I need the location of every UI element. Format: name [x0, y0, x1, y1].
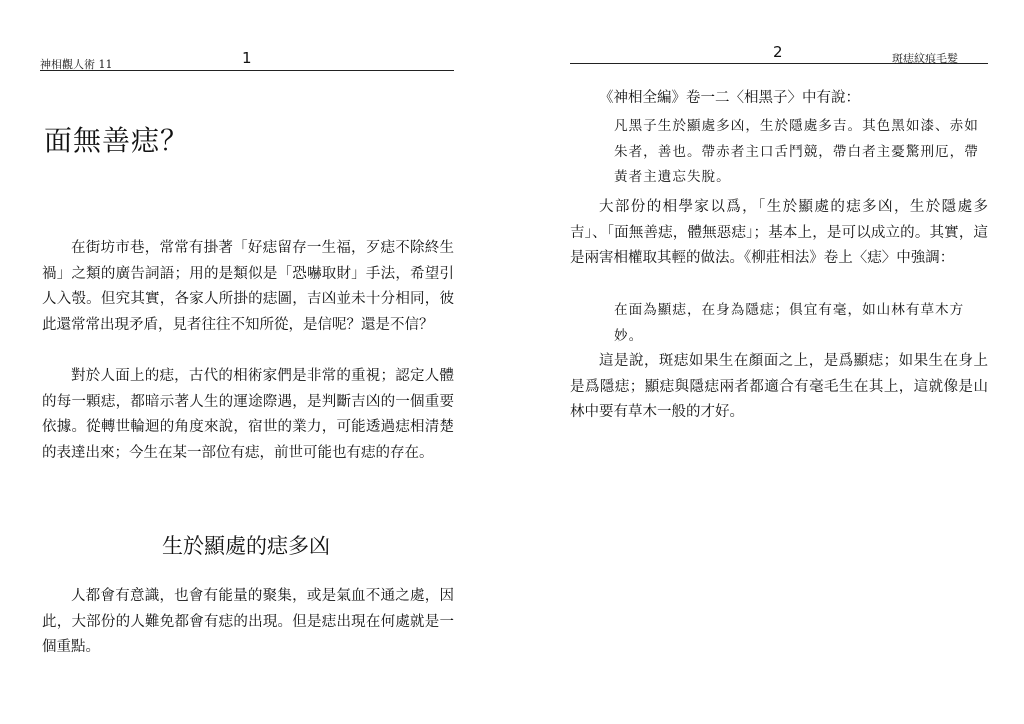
quote-block-2: 在面為顯痣，在身為隱痣；俱宜有毫，如山林有草木方妙。 — [614, 302, 965, 344]
quote-block-1: 凡黑子生於顯處多凶，生於隱處多吉。其色黑如漆、赤如朱者，善也。帶赤者主口舌鬥競，帶白者主憂驚刑厄，帶黃者主遺忘失脫。 — [614, 118, 979, 185]
right-header-rule — [570, 63, 988, 64]
page-title: 面無善痣？ — [44, 124, 190, 157]
section-subtitle: 生於顯處的痣多凶 — [162, 534, 330, 558]
left-header-rule — [40, 70, 454, 71]
right-intro: 《神相全編》卷一二〈相黑子〉中有說： — [599, 90, 860, 106]
right-page — [520, 0, 1024, 724]
left-paragraph-3: 人都會有意識，也會有能量的聚集，或是氣血不通之處，因此，大部份的人難免都會有痣的出現。但是痣出現在何處就是一個重點。 — [42, 588, 454, 656]
right-paragraph-2: 這是說，斑痣如果生在顏面之上，是爲顯痣；如果生在身上是爲隱痣；顯痣與隱痣兩者都適合有毫毛生在其上，這就像是山林中要有草木一般的才好。 — [570, 353, 988, 421]
right-paragraph-1: 大部份的相學家以爲，「生於顯處的痣多凶，生於隱處多吉」、「面無善痣，體無惡痣」；基本上，是可以成立的。其實，這是兩害相權取其輕的做法。《柳莊相法》卷上〈痣〉中強調： — [570, 199, 988, 267]
left-paragraph-1: 在街坊市巷，常常有掛著「好痣留存一生福，歹痣不除終生禍」之類的廣告詞語；用的是類似是「恐嚇取財」手法，希望引人入彀。但究其實，各家人所掛的痣圖，吉凶並未十分相同，彼此還常常出現矛盾，見者往往不知所從，是信呢？還是不信？ — [42, 240, 454, 333]
left-paragraph-2: 對於人面上的痣，古代的相術家們是非常的重視；認定人體的每一顆痣，都暗示著人生的運途際遇，是判斷吉凶的一個重要依據。從轉世輪迴的角度來說，宿世的業力，可能透過痣相清楚的表達出來；今生在某一部位有痣，前世可能也有痣的存在。 — [42, 368, 454, 461]
right-running-head: 斑痣紋痕毛髮 — [892, 52, 958, 65]
left-running-head: 神相觀人術 11 — [40, 58, 113, 71]
right-page-number: 2 — [773, 43, 783, 61]
left-page-number: 1 — [242, 49, 252, 67]
left-page — [0, 0, 500, 724]
